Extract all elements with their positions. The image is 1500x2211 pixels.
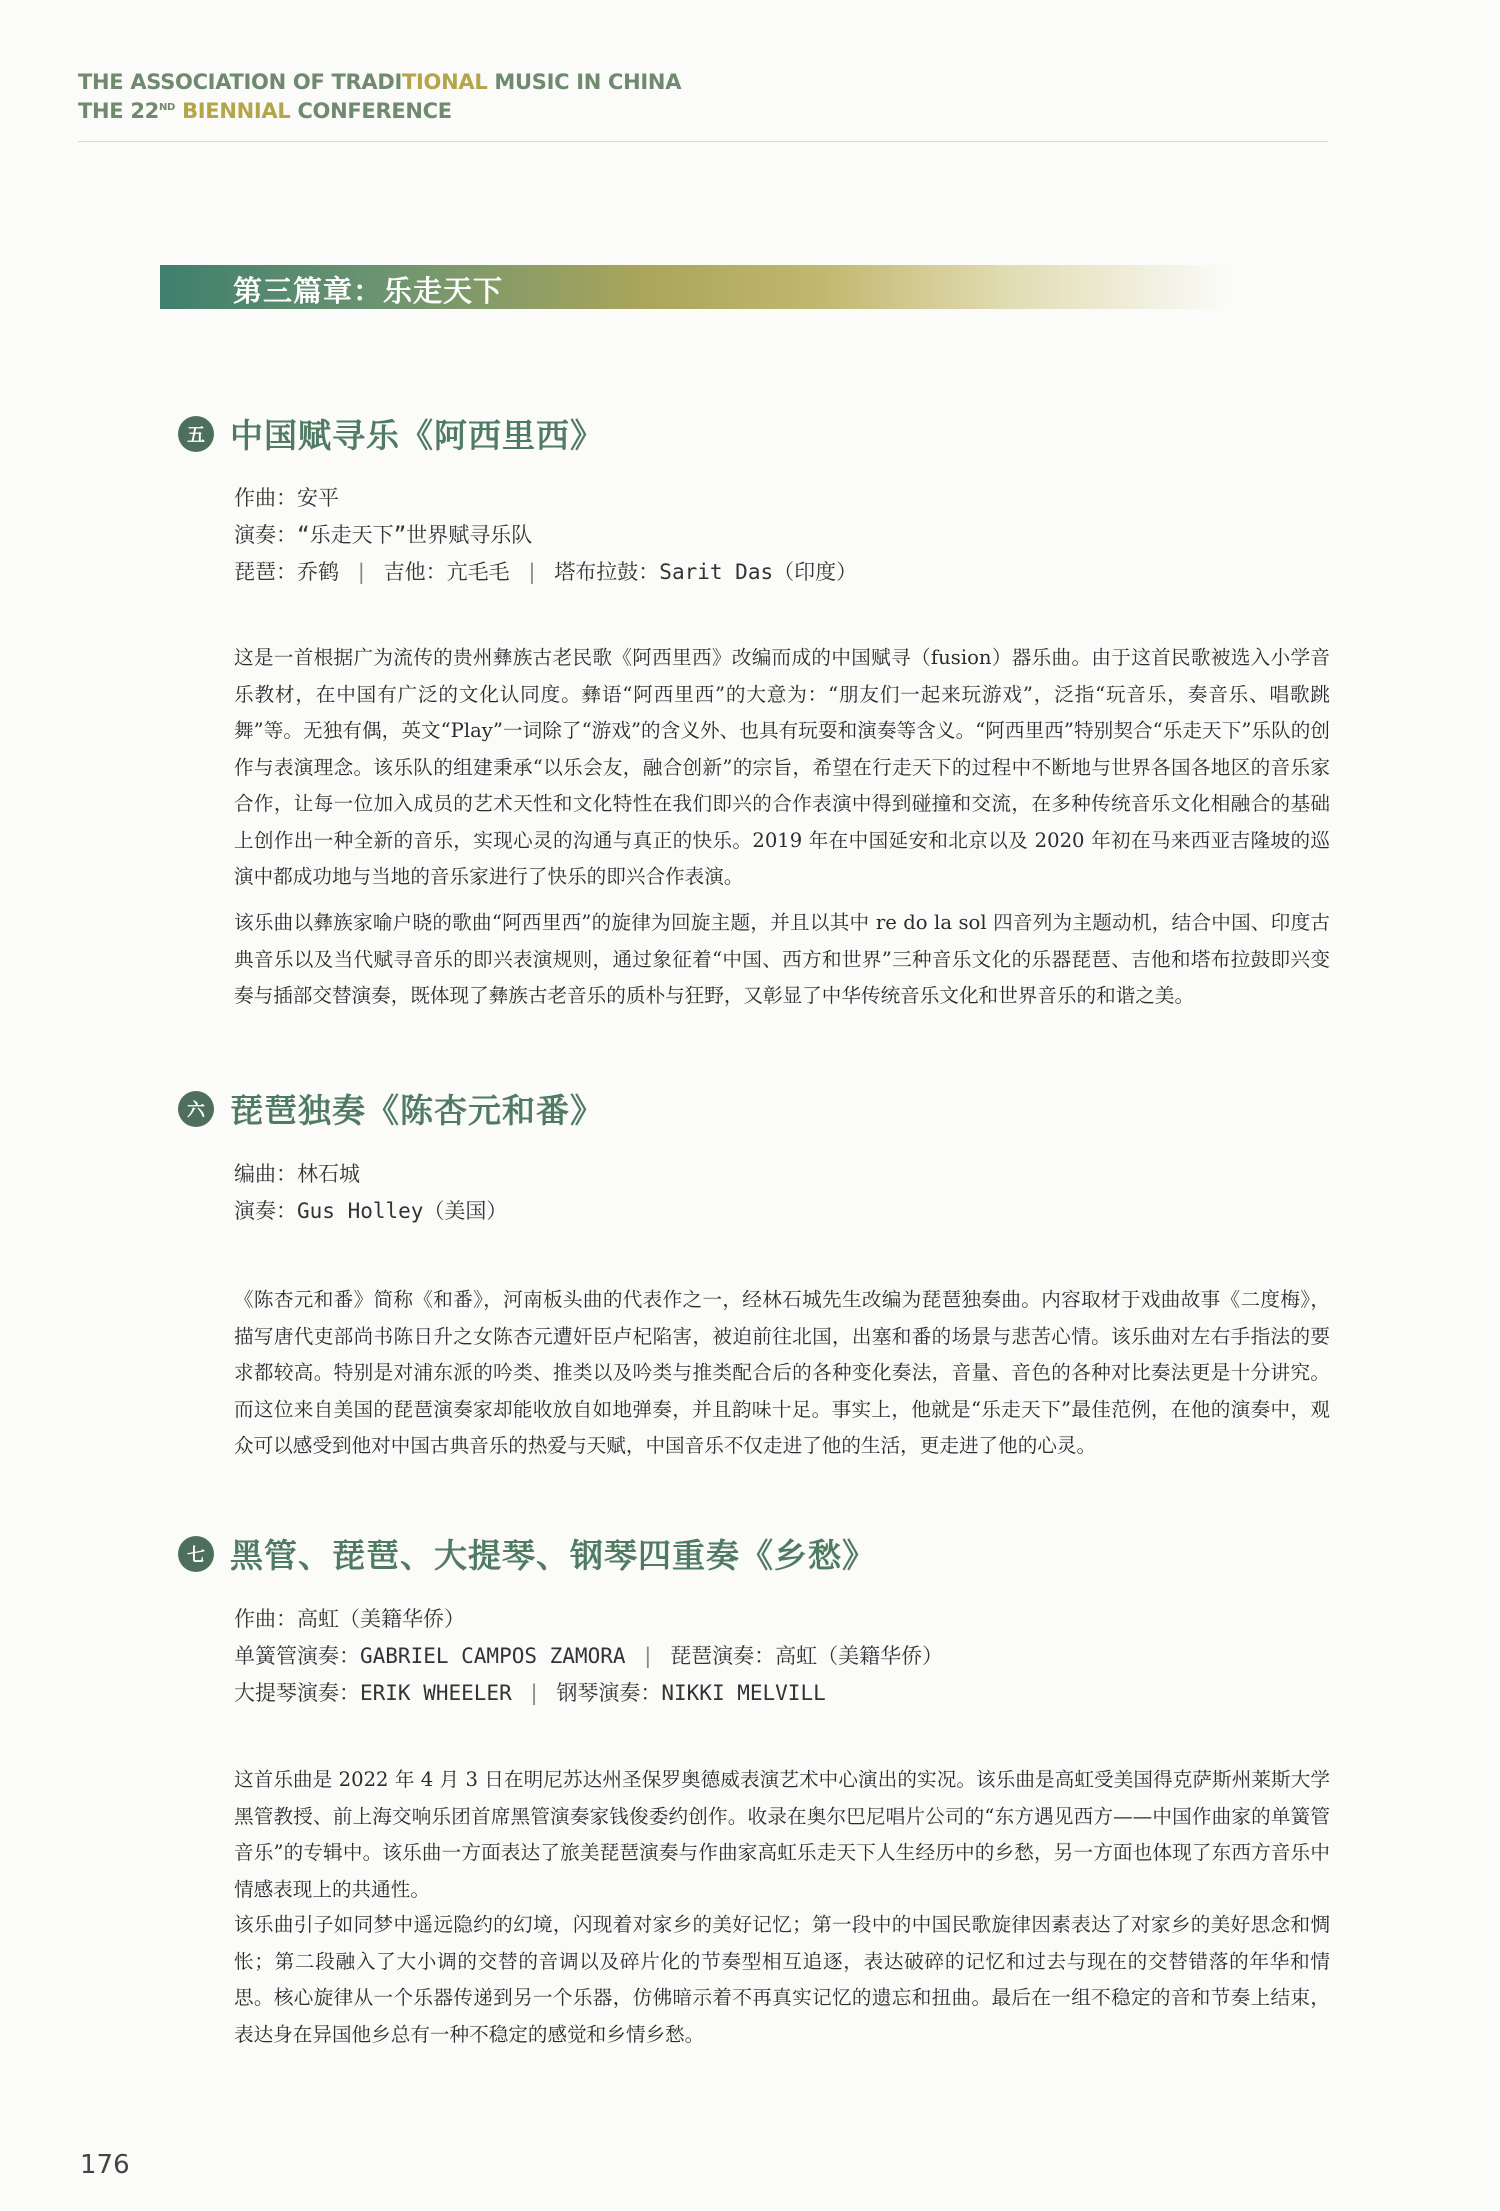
chapter-banner [160,265,1230,309]
separator: | [355,560,368,584]
body-paragraph: 该乐曲以彝族家喻户晓的歌曲“阿西里西”的旋律为回旋主题，并且以其中 re do la sol 四音列为主题动机，结合中国、印度古典音乐以及当代赋寻音乐的即兴表演规则，通过象征着“中国、西方和世界”三种音乐文化的乐器琵琶、吉他和塔布拉鼓即兴变奏与插部交替演奏，既体现了彝族古老音乐的质朴与狂野，又彰显了中华传统音乐文化和世界音乐的和谐之美。 [234,911,1330,1007]
section-heading [178,1530,876,1577]
credit-line: 琵琶：乔鹤 | 吉他：亢毛毛 | 塔布拉鼓：Sarit Das（印度） [234,560,858,584]
credits-block [234,1156,507,1230]
credits-block [234,1601,943,1712]
body-paragraph: 《陈杏元和番》简称《和番》，河南板头曲的代表作之一，经林石城先生改编为琵琶独奏曲。内容取材于戏曲故事《二度梅》，描写唐代吏部尚书陈日升之女陈杏元遭奸臣卢杞陷害，被迫前往北国，出塞和番的场景与悲苦心情。该乐曲对左右手指法的要求都较高。特别是对浦东派的吟类、推类以及吟类与推类配合后的各种变化奏法，音量、音色的各种对比奏法更是十分讲究。而这位来自美国的琵琶演奏家却能收放自如地弹奏，并且韵味十足。事实上，他就是“乐走天下”最佳范例，在他的演奏中，观众可以感受到他对中国古典音乐的热爱与天赋，中国音乐不仅走进了他的生活，更走进了他的心灵。 [234,1288,1330,1457]
section-number-badge: 五 [178,416,214,452]
section-number-badge: 七 [178,1536,214,1572]
header-line-2: THE 22ND BIENNIAL CONFERENCE [78,99,452,123]
body-paragraph: 这是一首根据广为流传的贵州彝族古老民歌《阿西里西》改编而成的中国赋寻（fusion）器乐曲。由于这首民歌被选入小学音乐教材，在中国有广泛的文化认同度。彝语“阿西里西”的大意为：“朋友们一起来玩游戏”，泛指“玩音乐，奏音乐、唱歌跳舞”等。无独有偶，英文“Play”一词除了“游戏”的含义外、也具有玩耍和演奏等含义。“阿西里西”特别契合“乐走天下”乐队的创作与表演理念。该乐队的组建秉承“以乐会友，融合创新”的宗旨，希望在行走天下的过程中不断地与世界各国各地区的音乐家合作，让每一位加入成员的艺术天性和文化特性在我们即兴的合作表演中得到碰撞和交流，在多种传统音乐文化相融合的基础上创作出一种全新的音乐，实现心灵的沟通与真正的快乐。2019 年在中国延安和北京以及 2020 年初在马来西亚吉隆坡的巡演中都成功地与当地的音乐家进行了快乐的即兴合作表演。 [234,646,1330,888]
body-paragraph: 这首乐曲是 2022 年 4 月 3 日在明尼苏达州圣保罗奥德威表演艺术中心演出的实况。该乐曲是高虹受美国得克萨斯州莱斯大学黑管教授、前上海交响乐团首席黑管演奏家钱俊委约创作。收录在奥尔巴尼唱片公司的“东方遇见西方——中国作曲家的单簧管音乐”的专辑中。该乐曲一方面表达了旅美琵琶演奏与作曲家高虹乐走天下人生经历中的乡愁，另一方面也体现了东西方音乐中情感表现上的共通性。 [234,1768,1330,1901]
page-number: 176 [80,2150,130,2180]
credit-line: 单簧管演奏：GABRIEL CAMPOS ZAMORA | 琵琶演奏：高虹（美籍华侨） [234,1644,944,1668]
credit-line: 作曲：高虹（美籍华侨） [234,1607,465,1631]
credit-line: 演奏：Gus Holley（美国） [234,1199,508,1223]
body-paragraph: 该乐曲引子如同梦中遥远隐约的幻境，闪现着对家乡的美好记忆；第一段中的中国民歌旋律因素表达了对家乡的美好思念和惆怅；第二段融入了大小调的交替的音调以及碎片化的节奏型相互追逐，表达破碎的记忆和过去与现在的交替错落的年华和情思。核心旋律从一个乐器传递到另一个乐器，仿佛暗示着不再真实记忆的遗忘和扭曲。最后在一组不稳定的音和节奏上结束，表达身在异国他乡总有一种不稳定的感觉和乡情乡愁。 [234,1913,1330,2046]
chapter-title: 第三篇章：乐走天下 [233,274,504,308]
section-number-badge: 六 [178,1091,214,1127]
credit-line: 演奏：“乐走天下”世界赋寻乐队 [234,523,533,547]
separator: | [641,1644,655,1668]
section-title: 中国赋寻乐《阿西里西》 [230,416,604,455]
credit-line: 编曲：林石城 [234,1162,360,1186]
section-heading [178,410,604,457]
conference-header [78,70,681,124]
section-title: 黑管、琵琶、大提琴、钢琴四重奏《乡愁》 [230,1536,876,1575]
separator: | [525,560,539,584]
credit-line: 大提琴演奏：ERIK WHEELER | 钢琴演奏：NIKKI MELVILL [234,1681,826,1705]
header-divider [78,141,1328,142]
credits-block [234,480,857,591]
section-title: 琵琶独奏《陈杏元和番》 [230,1091,604,1130]
credit-line: 作曲：安平 [234,486,339,510]
header-line-1: THE ASSOCIATION OF TRADITIONAL MUSIC IN CHINA [78,70,682,94]
section-heading [178,1085,604,1132]
separator: | [527,1681,541,1705]
